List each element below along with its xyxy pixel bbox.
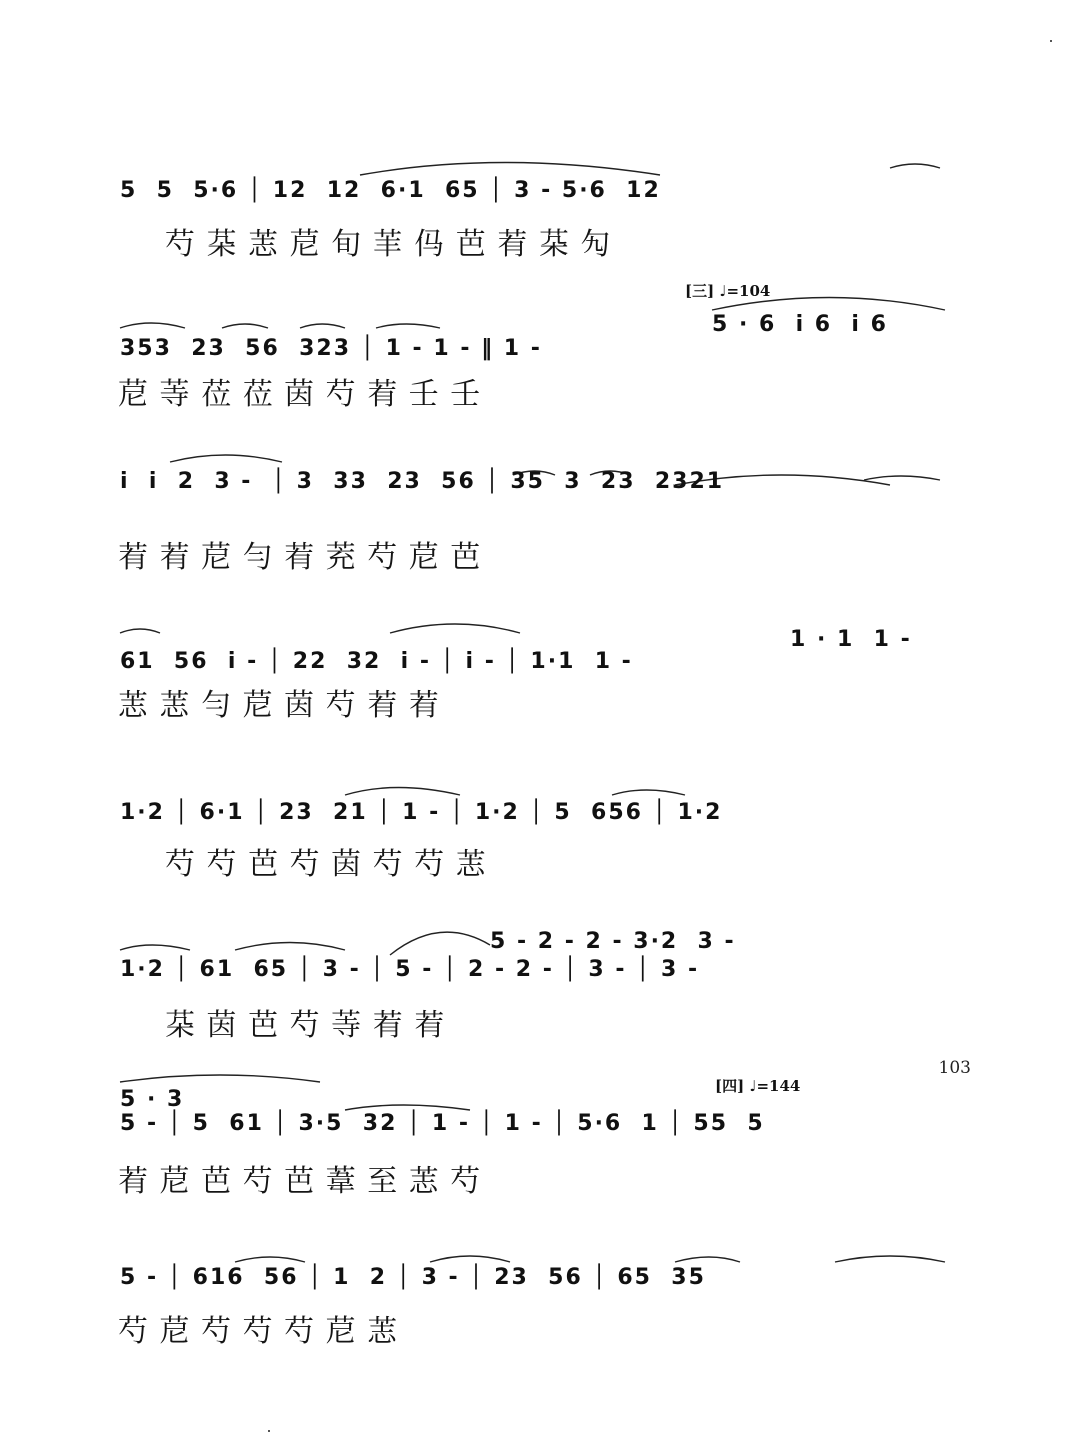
tablature-line: 䓌 䓌 勻 苨 茵 芍 䒴 䒴 (118, 688, 440, 723)
notation-line: 1·2 │ 6·1 │ 23 21 │ 1 - │ 1·2 │ 5 656 │ 1·2 (120, 800, 723, 825)
notation-line: 1·2 │ 61 65 │ 3 - │ 5 - │ 2 - 2 - │ 3 - │ 3 - (120, 957, 700, 982)
scan-speck (1050, 40, 1052, 42)
upper-notation-line: 1 · 1 1 - (790, 627, 912, 652)
upper-notation-line: 5 - 2 - 2 - 3·2 3 - (490, 929, 736, 954)
notation-line: i i 2 3 - │ 3 33 23 56 │ 35 3 23 2321 (120, 469, 725, 494)
notation-line: 5 - │ 5 61 │ 3·5 32 │ 1 - │ 1 - │ 5·6 1 │ 55 5 (120, 1111, 765, 1136)
notation-line: 61 56 i - │ 22 32 i - │ i - │ 1·1 1 - (120, 649, 633, 674)
system-4 (0, 625, 1079, 775)
section-marking: [四] ♩=144 (715, 1077, 801, 1095)
section-marking: [三] ♩=104 (685, 282, 771, 300)
scan-speck (268, 1430, 270, 1432)
system-8 (0, 1255, 1079, 1405)
tablature-line: 䒴 苨 芭 芍 芭 葦 至 䓌 芍 (118, 1164, 482, 1199)
page-number: 103 (938, 1058, 971, 1078)
notation-line: 5 5 5·6 │ 12 12 6·1 65 │ 3 - 5·6 12 (120, 178, 661, 203)
notation-line: 353 23 56 323 │ 1 - 1 - ‖ 1 - (120, 336, 542, 361)
tablature-line: 芍 芍 芭 芍 茵 芍 芍 䓌 (165, 847, 487, 882)
system-7 (0, 1075, 1079, 1225)
tablature-line: 芍 苨 芍 芍 芍 苨 䓌 (118, 1314, 399, 1349)
system-2 (0, 280, 1079, 430)
system-5 (0, 780, 1079, 930)
system-3 (0, 465, 1079, 615)
notation-line: 5 - │ 616 56 │ 1 2 │ 3 - │ 23 56 │ 65 35 (120, 1265, 706, 1290)
upper-notation-line: 5 · 6 i 6 i 6 (712, 312, 888, 337)
tablature-line: 䒳 茵 芭 芍 䓁 䒴 䒴 (165, 1008, 446, 1043)
tablature-line: 䒴 䒴 苨 勻 䒴 茺 芍 苨 芭 (118, 540, 482, 575)
tablature-line: 芍 䒳 䓌 苨 旬 䒠 㐷 芭 䒴 䒳 勼 (165, 227, 612, 262)
upper-notation-line: 5 · 3 (120, 1087, 185, 1112)
system-6 (0, 925, 1079, 1075)
tablature-line: 苨 䓁 莅 莅 茵 芍 䒴 壬 壬 (118, 377, 482, 412)
